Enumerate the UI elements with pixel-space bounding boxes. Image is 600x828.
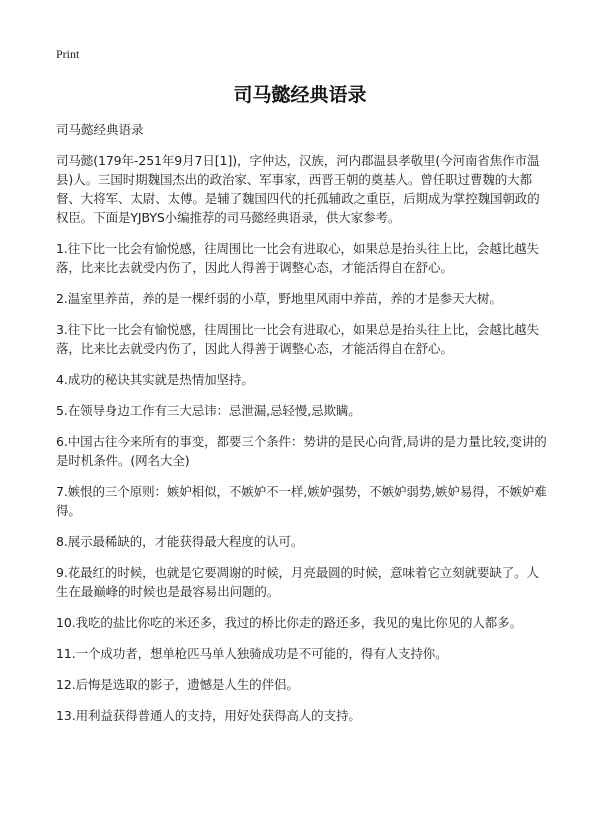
page-title: 司马懿经典语录 [233, 84, 367, 106]
quote-item: 6.中国古往今来所有的事变，都要三个条件：势讲的是民心向背,局讲的是力量比较,变讲的是时机条件。(网名大全) [56, 434, 547, 468]
quote-item: 10.我吃的盐比你吃的米还多，我过的桥比你走的路还多，我见的鬼比你见的人都多。 [56, 615, 522, 630]
quote-item: 9.花最红的时候，也就是它要凋谢的时候，月亮最圆的时候，意味着它立刻就要缺了。人生在最巅峰的时候也是最容易出问题的。 [56, 565, 539, 599]
article-body [56, 120, 550, 737]
quote-item: 1.往下比一比会有愉悦感，往周围比一比会有进取心，如果总是抬头往上比，会越比越失落，比来比去就受内伤了，因此人得善于调整心态，才能活得自在舒心。 [56, 241, 539, 275]
intro-paragraph: 司马懿(179年-251年9月7日[1])，字仲达，汉族，河内郡温县孝敬里(今河南省焦作市温县)人。三国时期魏国杰出的政治家、军事家，西晋王朝的奠基人。曾任职过曹魏的大都督、大将军、太尉、太傅。是辅了魏国四代的托孤辅政之重臣，后期成为掌控魏国朝政的权臣。下面是YJBYS小编推荐的司马懿经典语录，供大家参考。 [56, 153, 540, 225]
article-subtitle: 司马懿经典语录 [56, 122, 144, 137]
quote-item: 4.成功的秘诀其实就是热情加坚持。 [56, 372, 254, 387]
quote-item: 12.后悔是选取的影子，遗憾是人生的伴侣。 [56, 677, 299, 692]
quote-item: 2.温室里养苗，养的是一棵纤弱的小草，野地里风雨中养苗，养的才是参天大树。 [56, 291, 502, 306]
quote-item: 3.往下比一比会有愉悦感，往周围比一比会有进取心，如果总是抬头往上比，会越比越失落，比来比去就受内伤了，因此人得善于调整心态，才能活得自在舒心。 [56, 322, 539, 356]
quote-item: 7.嫉恨的三个原则：嫉妒相似，不嫉妒不一样,嫉妒强势，不嫉妒弱势,嫉妒易得，不嫉妒难得。 [56, 484, 547, 518]
quote-item: 5.在领导身边工作有三大忌讳：忌泄漏,忌轻慢,忌欺瞒。 [56, 403, 361, 418]
quote-item: 8.展示最稀缺的，才能获得最大程度的认可。 [56, 534, 304, 549]
quote-item: 11.一个成功者，想单枪匹马单人独骑成功是不可能的，得有人支持你。 [56, 646, 448, 661]
print-link[interactable]: Print [56, 47, 80, 61]
quote-item: 13.用利益获得普通人的支持，用好处获得高人的支持。 [56, 708, 361, 723]
